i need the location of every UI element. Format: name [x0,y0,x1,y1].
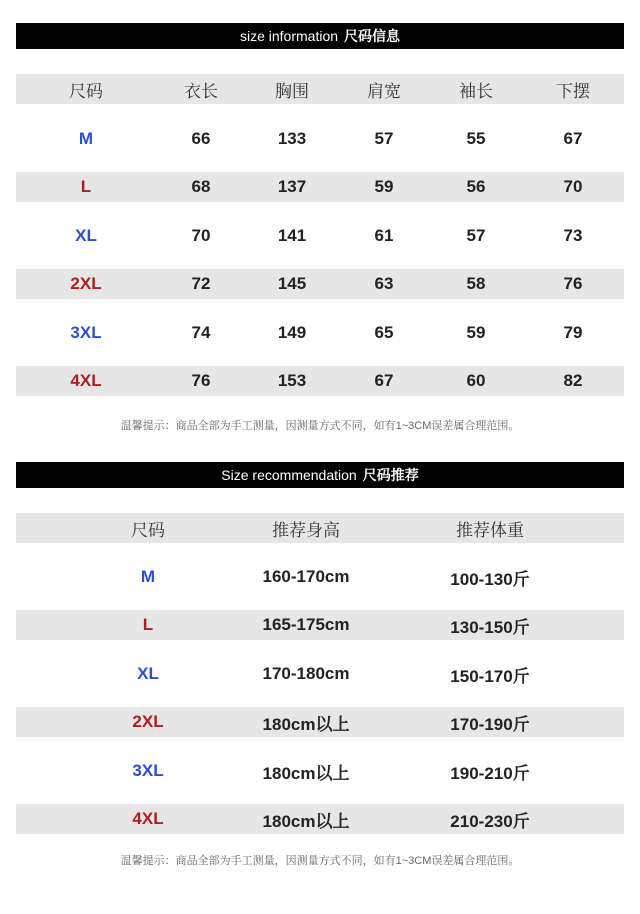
header-weight: 推荐体重 [456,520,524,540]
value-shoulder: 59 [374,177,394,196]
value-sleeve: 57 [466,226,486,245]
size-information-banner [16,23,624,49]
size-label: 2XL [70,274,102,293]
value-chest: 145 [277,274,307,293]
value-weight: 150-170斤 [450,666,530,686]
value-height: 165-175cm [262,615,350,634]
value-weight: 130-150斤 [450,617,530,637]
value-length: 68 [191,177,211,196]
value-weight: 170-190斤 [450,714,530,734]
value-weight: 100-130斤 [450,569,530,589]
value-length: 70 [191,226,211,245]
table-row [16,366,624,396]
size-label: 3XL [132,761,164,780]
value-length: 72 [191,274,211,293]
value-chest: 149 [277,323,307,342]
value-shoulder: 61 [374,226,394,245]
value-shoulder: 63 [374,274,394,293]
value-shoulder: 65 [374,323,394,342]
value-chest: 133 [277,129,307,148]
value-hem: 76 [563,274,583,293]
header-size: 尺码 [131,520,165,540]
value-weight: 190-210斤 [450,763,530,783]
table-header-row [16,513,624,543]
value-height: 170-180cm [262,664,350,683]
value-hem: 67 [563,129,583,148]
value-height: 180cm以上 [262,763,350,783]
value-hem: 82 [563,371,583,390]
table-row [16,756,624,786]
size-label: 4XL [70,371,102,390]
size-label: XL [137,664,159,683]
value-shoulder: 67 [374,371,394,390]
header-height: 推荐身高 [272,520,340,540]
header-chest: 胸围 [275,81,309,101]
value-sleeve: 55 [466,129,486,148]
value-chest: 141 [277,226,307,245]
value-height: 160-170cm [262,567,350,586]
value-hem: 73 [563,226,583,245]
size-label: XL [75,226,97,245]
size-label: 2XL [132,712,164,731]
header-size: 尺码 [69,81,103,101]
table-row [16,318,624,348]
value-length: 66 [191,129,211,148]
size-label: 4XL [132,809,164,828]
size-label: L [142,615,154,634]
banner-cn: 尺码信息 [344,28,401,44]
value-chest: 153 [277,371,307,390]
value-hem: 79 [563,323,583,342]
table-row [16,172,624,202]
measurement-note: 温馨提示：商品全部为手工测量，因测量方式不同，如有1~3CM误差属合理范围。 [120,855,520,867]
size-label: L [80,177,92,196]
value-height: 180cm以上 [262,714,350,734]
value-length: 74 [191,323,211,342]
value-weight: 210-230斤 [450,811,530,831]
table-row [16,562,624,592]
header-sleeve: 袖长 [459,81,493,101]
value-hem: 70 [563,177,583,196]
table-header-row [16,74,624,104]
table-row [16,269,624,299]
value-sleeve: 59 [466,323,486,342]
header-length: 衣长 [184,81,218,101]
banner-en: size information [239,28,339,44]
value-chest: 137 [277,177,307,196]
value-sleeve: 60 [466,371,486,390]
value-length: 76 [191,371,211,390]
size-recommendation-banner [16,462,624,488]
value-sleeve: 58 [466,274,486,293]
table-row [16,610,624,640]
banner-cn: 尺码推荐 [362,467,419,483]
value-sleeve: 56 [466,177,486,196]
header-shoulder: 肩宽 [367,81,401,101]
table-row [16,221,624,251]
size-label: M [140,567,156,586]
table-row [16,659,624,689]
table-row [16,707,624,737]
table-row [16,804,624,834]
banner-en: Size recommendation [221,467,357,483]
value-height: 180cm以上 [262,811,350,831]
value-shoulder: 57 [374,129,394,148]
table-row [16,124,624,154]
size-label: M [78,129,94,148]
size-label: 3XL [70,323,102,342]
header-hem: 下摆 [556,81,590,101]
measurement-note: 温馨提示：商品全部为手工测量，因测量方式不同，如有1~3CM误差属合理范围。 [120,420,520,432]
